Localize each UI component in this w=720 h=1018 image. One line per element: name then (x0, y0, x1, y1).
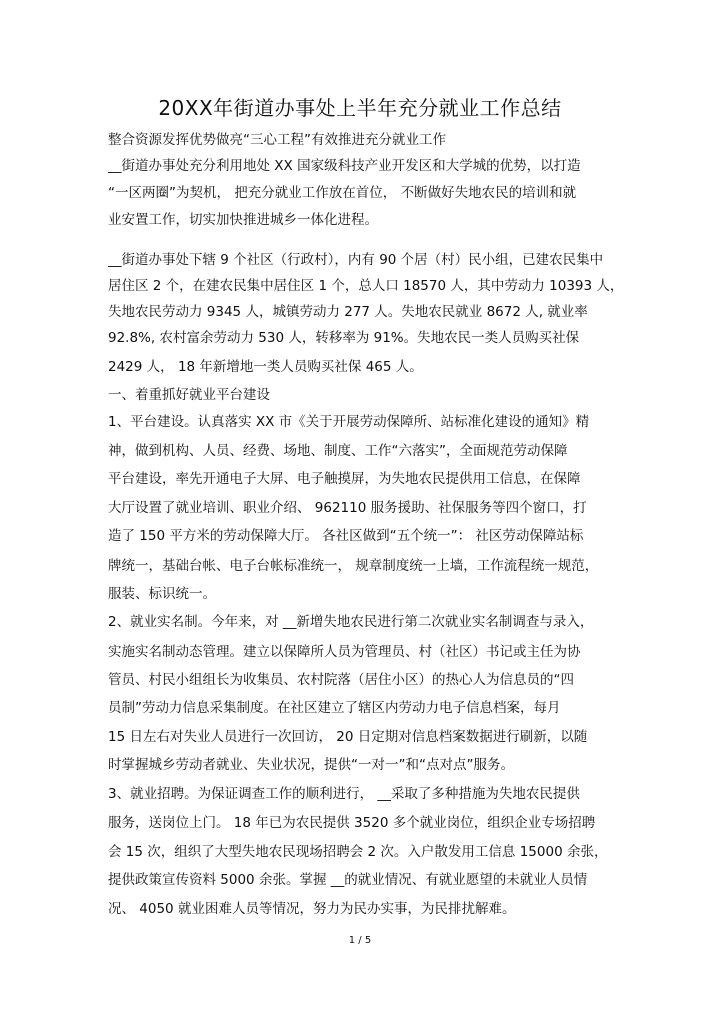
body-line: 服装、标识统一。 (108, 586, 216, 602)
body-line: 牌统一，基础台帐、电子台帐标准统一， 规章制度统一上墙，工作流程统一规范， (108, 558, 599, 574)
body-line: 1、平台建设。认真落实 XX 市《关于开展劳动保障所、站标准化建设的通知》精 (108, 414, 590, 430)
body-line: 大厅设置了就业培训、职业介绍、 962110 服务援助、社保服务等四个窗口，打 (108, 500, 587, 516)
body-line: 业安置工作，切实加快推进城乡一体化进程。 (108, 212, 378, 228)
body-line: 服务，送岗位上门。 18 年已为农民提供 3520 多个就业岗位，组织企业专场招聘 (108, 815, 596, 831)
body-line: 失地农民劳动力 9345 人，城镇劳动力 277 人。失地农民就业 8672 人, 就业率 (108, 304, 588, 320)
body-line: 会 15 次，组织了大型失地农民现场招聘会 2 次。入户散发用工信息 15000 余张， (108, 844, 608, 860)
body-line: __街道办事处下辖 9 个社区（行政村），内有 90 个居（村）民小组，已建农民集中 (108, 252, 604, 268)
body-line: 平台建设，率先开通电子大屏、电子触摸屏，为失地农民提供用工信息，在保障 (108, 471, 581, 487)
body-line: 92.8%, 农村富余劳动力 530 人，转移率为 91%。失地农民一类人员购买社保 (108, 330, 580, 346)
section-heading: 一、着重抓好就业平台建设 (108, 387, 270, 403)
body-line: 2429 人， 18 年新增地一类人员购买社保 465 人。 (108, 359, 423, 375)
body-line: 15 日左右对失业人员进行一次回访， 20 日定期对信息档案数据进行刷新，以随 (108, 729, 588, 745)
page-number: 1 / 5 (348, 935, 372, 946)
body-line: 员制”劳动力信息采集制度。在社区建立了辖区内劳动力电子信息档案，每月 (108, 700, 561, 716)
subtitle-line: 整合资源发挥优势做亮“三心工程”有效推进充分就业工作 (108, 132, 446, 148)
body-line: 提供政策宣传资料 5000 余张。掌握 __的就业情况、有就业愿望的未就业人员情 (108, 872, 588, 888)
body-line: 造了 150 平方米的劳动保障大厅。 各社区做到“五个统一”： 社区劳动保障站标 (108, 528, 584, 544)
body-line: 神，做到机构、人员、经费、场地、制度、工作“六落实”，全面规范劳动保障 (108, 443, 568, 459)
body-line: 实施实名制动态管理。建立以保障所人员为管理员、村（社区）书记或主任为协 (108, 644, 581, 660)
body-line: 居住区 2 个，在建农民集中居住区 1 个，总人口 18570 人，其中劳动力 10393 人， (108, 278, 624, 294)
document-title: 20XX年街道办事处上半年充分就业工作总结 (158, 96, 562, 120)
body-line: “一区两圈”为契机， 把充分就业工作放在首位， 不断做好失地农民的培训和就 (108, 185, 577, 201)
body-line: 时掌握城乡劳动者就业、失业状况，提供“一对一”和“点对点”服务。 (108, 757, 514, 773)
body-line: __街道办事处充分利用地处 XX 国家级科技产业开发区和大学城的优势，以打造 (108, 158, 581, 174)
body-line: 管员、村民小组组长为收集员、农村院落（居住小区）的热心人为信息员的“四 (108, 672, 574, 688)
body-line: 2、就业实名制。今年来，对 __新增失地农民进行第二次就业实名制调查与录入， (108, 614, 594, 630)
body-line: 3、就业招聘。为保证调查工作的顺利进行， __采取了多种措施为失地农民提供 (108, 786, 580, 802)
body-line: 况、 4050 就业困难人员等情况，努力为民办实事，为民排扰解难。 (108, 901, 516, 917)
